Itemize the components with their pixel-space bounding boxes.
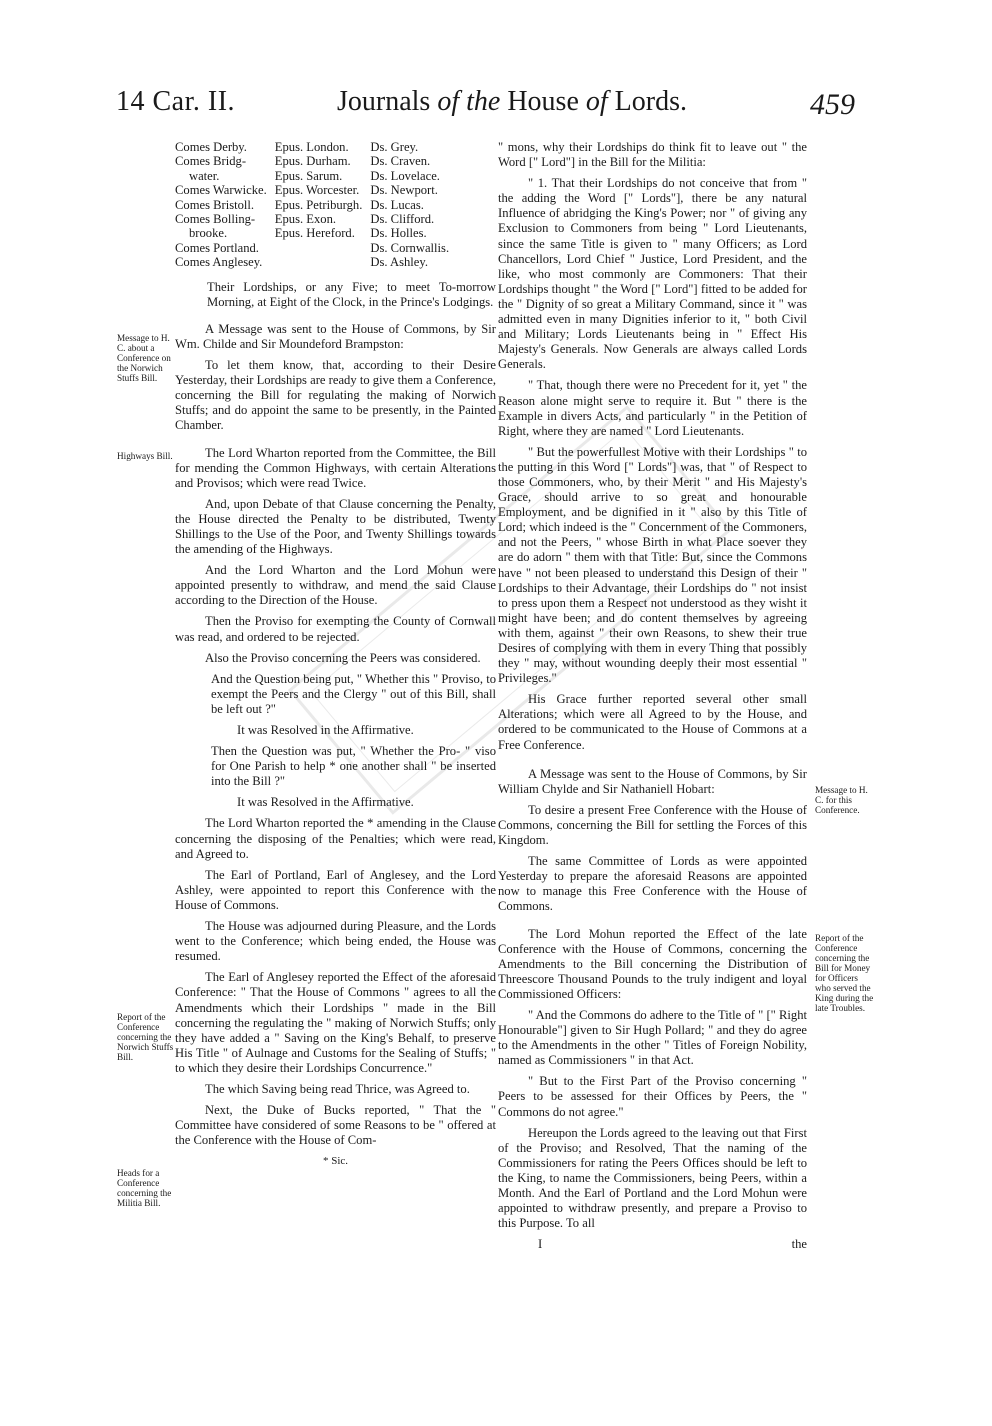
paragraph: The which Saving being read Thrice, was Agreed to.: [205, 1081, 470, 1096]
catchword: the: [791, 1237, 807, 1252]
paragraph: Hereupon the Lords agreed to the leaving out that First of the Proviso; and Resolved, That the naming of the Commissioners for rating the Peers Offices should be left to the King, to name the Commissioners, being Peers, within a Month. And the Earl of Portland and the Lord Mohun were appointed to withdraw presently, and prepare a Proviso to this Purpose. To all: [498, 1125, 807, 1231]
title-word: House: [507, 86, 579, 117]
table-cell: Ds. Ashley.: [370, 255, 428, 270]
table-cell: [275, 255, 371, 269]
table-cell: Ds. Cornwallis.: [370, 240, 450, 255]
margin-note-highways: Highways Bill.: [117, 451, 173, 461]
title-word: Lords.: [614, 86, 687, 117]
paragraph: " But the powerfullest Motive with their Lordships " to the putting in this Word [" Lords"] was, that " of Respect to those Commoners, who, by their Merit " and His Majesty's Grace, should arrive to so great and honourable Employment, and be dignified in it " also by this Title of Lord; which indeed is the " Concernment of the Commoners, and not the Peers, " whose Birth in what Place soever they are do adorn " them with that Title: But, since the Commons have " not been pleased to understand this Design of their " Lordships to their Advantage, their Lordships do " not insist to press upon them a Respect not understood as they wisht it might have been; and do content themselves by agreeing with them, against " their own Reasons, to shew their true Desires of complying with them in every Thing that possibly they " may, without wounding deeply their most essential " Privileges.": [498, 444, 807, 686]
paragraph: To let them know, that, according to their Desire Yesterday, their Lordships are ready to give them a Conference, concerning the Bill for regulating the making of Norwich Stuffs; and do appoint the same to be presently, in the Painted Chamber.: [175, 358, 496, 433]
table-cell: Epus. Worcester.: [274, 183, 360, 198]
title-word: Journals: [337, 86, 431, 117]
table-row: [175, 241, 457, 255]
table-cell: Epus. Petriburgh.: [274, 197, 363, 212]
lords-table: [175, 140, 457, 270]
table-cell: Ds. Craven.: [370, 154, 431, 169]
margin-note-report: Report of the Conference concerning the Norwich Stuffs Bill.: [117, 1012, 174, 1062]
table-row: [175, 212, 457, 226]
page-foot: [498, 1237, 807, 1253]
paragraph: The Earl of Portland, Earl of Anglesey, and the Lord Ashley, were appointed to report this Conference with the House of Commons.: [175, 867, 496, 912]
title-word: the: [466, 86, 501, 117]
title-word: of: [585, 86, 608, 117]
page-header: [0, 80, 992, 130]
regnal-year: 14 Car. II.: [116, 86, 236, 117]
paragraph: And the Lord Wharton and the Lord Mohun were appointed presently to withdraw, and mend the said Clause according to the Direction of the House.: [175, 563, 496, 608]
table-cell: [275, 241, 371, 255]
paragraph: " But to the First Part of the Proviso concerning " Peers to be assessed for their Offices by Peers, the " Commons do not agree.": [498, 1074, 807, 1119]
paragraph: A Message was sent to the House of Commons, by Sir William Chylde and Sir Nathaniell Hobart:: [498, 766, 807, 796]
table-cell: Epus. London.: [274, 140, 349, 154]
table-row: [175, 198, 457, 212]
resolution: It was Resolved in the Affirmative.: [237, 795, 414, 810]
signature-mark: I: [538, 1237, 543, 1252]
paragraph: And, upon Debate of that Clause concerning the Penalty, the House directed the Penalty to be distributed, Twenty Shillings to the Use of the Poor, and Twenty Shillings towards the amending of the Highways.: [175, 496, 496, 557]
table-row: [175, 140, 457, 154]
table-cell: Comes Derby.: [175, 140, 247, 154]
resolution: It was Resolved in the Affirmative.: [237, 723, 414, 737]
paragraph: " 1. That their Lordships do not conceive that from " the adding the Word [" Lords"], there be any natural Influence of abridging the King's Power; nor " of giving any Exclusion to Commoners from being " Lord Lieutenants, since the same Title is given to " many Officers; as Lord Chancellors, Lord Chief " Justice, Lord President, and the like, who most commonly are Commoners: That their Lordships thought " the Word [" Lord"] fitted to be added for the " Dignity of so great a Military Command, since it " was admitted even in many Dignities inferior to it, " both Civil and Military; Lords Lieutenants being in " Effect His Majesty's Generals. Now Generals are always called Lords Generals.: [498, 176, 807, 372]
paragraph: The Lord Wharton reported from the Committee, the Bill for mending the Common Highways, with certain Alterations and Provisos; which were read Twice.: [175, 445, 496, 490]
paragraph: A Message was sent to the House of Commons, by Sir Wm. Childe and Sir Moundeford Brampston:: [175, 321, 496, 351]
paragraph: The same Committee of Lords as were appointed Yesterday to prepare the aforesaid Reasons are appointed now to manage this Free Conference with the House of Commons.: [498, 854, 807, 914]
paragraph: To desire a present Free Conference with the House of Commons, concerning the Bill for settling the Forces of this Kingdom.: [498, 802, 807, 848]
table-cell: Comes Anglesey.: [175, 255, 263, 270]
table-cell: Ds. Newport.: [370, 183, 438, 198]
table-cell: Epus. Durham.: [274, 154, 351, 169]
table-cell: Ds. Lovelace.: [370, 168, 440, 183]
margin-note-heads: Heads for a Conference concerning the Militia Bill.: [117, 1168, 172, 1208]
paragraph: His Grace further reported several other small Alterations; which were all Agreed to by the House, and ordered to be communicated to the House of Commons at a Free Conference.: [498, 692, 807, 752]
page-number: 459: [810, 88, 855, 121]
table-cell: Ds. Lucas.: [370, 197, 424, 212]
paragraph: " That, though there were no Precedent for it, yet " the Reason alone might serve to require it. But " there is the Example in divers Acts, and particularly " in the Petition of Right, where they are named " Lord Lieutenants.: [498, 378, 807, 438]
table-cell: Ds. Clifford.: [370, 212, 435, 227]
table-cell: Comes Warwicke.: [175, 183, 267, 198]
table-cell: Comes Bridg-: [175, 154, 247, 169]
right-column: [498, 140, 807, 1253]
table-cell: Epus. Exon.: [274, 212, 337, 227]
journal-title: [337, 86, 687, 118]
footnote: * Sic.: [322, 1155, 349, 1168]
paragraph: Next, the Duke of Bucks reported, " That the " Committee have considered of some Reasons to be " offered at the Conference with the House of Com-: [175, 1103, 496, 1148]
paragraph: The Lord Wharton reported the * amending in the Clause concerning the disposing of the Penalties; which were read, and Agreed to.: [175, 816, 496, 861]
table-row: [175, 255, 457, 269]
margin-note-report-officers: Report of the Conference concerning the Bill for Money for Officers who served the King during the late Troubles.: [815, 933, 874, 1013]
table-row: [175, 169, 457, 183]
paragraph: The Earl of Anglesey reported the Effect of the aforesaid Conference: " That the House of Commons " agrees to all the Amendments which their Lordships " made in the Bill concerning the regulating the " making of Norwich Stuffs; only they have added a " Saving on the King's Behalf, to preserve His Title " of Aulnage and Customs for the Sealing of Stuffs; " to which they desire their Lordships Concurrence.": [175, 970, 496, 1075]
left-column: [175, 140, 496, 1169]
table-cell: brooke.: [189, 226, 228, 241]
quotation: And the Question being put, " Whether this " Proviso, to exempt the Peers and the Clergy " out of this Bill, shall be left out ?": [211, 671, 496, 716]
table-cell: Ds. Holles.: [370, 226, 427, 241]
table-cell: water.: [189, 168, 220, 183]
title-word: of: [437, 86, 460, 117]
paragraph: Their Lordships, or any Five; to meet To-morrow Morning, at Eight of the Clock, in the Prince's Lodgings.: [207, 279, 496, 309]
paragraph: Then the Proviso for exempting the County of Cornwall was read, and ordered to be rejected.: [175, 614, 496, 644]
table-cell: Comes Bristoll.: [175, 197, 255, 212]
margin-note-message: Message to H. C. about a Conference on the Norwich Stuffs Bill.: [117, 333, 171, 383]
paragraph: The Lord Mohun reported the Effect of the late Conference with the House of Commons, concerning the Amendments to the Bill concerning the Distribution of Threescore Thousand Pounds to the truly indigent and loyal Commissioned Officers:: [498, 926, 807, 1001]
paragraph: The House was adjourned during Pleasure, and the Lords went to the Conference; which being ended, the House was resumed.: [175, 919, 496, 964]
table-cell: Epus. Sarum.: [274, 168, 343, 183]
table-row: [175, 183, 457, 197]
paragraph: " mons, why their Lordships do think fit to leave out " the Word [" Lord"] in the Bill for the Militia:: [498, 140, 807, 170]
paragraph: " And the Commons do adhere to the Title of " [" Right Honourable"] given to Sir Hugh Pollard; " and they do agree to the Amendments in the other " Titles of Foreign Nobility, named as Commissioners " in that Act.: [498, 1007, 807, 1068]
quotation: Then the Question was put, " Whether the Pro- " viso for One Parish to help * one another shall " be inserted into the Bill ?": [211, 744, 496, 789]
table-row: [175, 226, 457, 240]
margin-note-message-hc: Message to H. C. for this Conference.: [815, 785, 868, 815]
table-cell: Ds. Grey.: [370, 140, 419, 154]
paragraph: Also the Proviso concerning the Peers was considered.: [205, 650, 481, 665]
table-row: [175, 154, 457, 168]
table-cell: Epus. Hereford.: [274, 226, 355, 241]
table-cell: Comes Bolling-: [175, 212, 256, 227]
table-cell: Comes Portland.: [175, 240, 259, 255]
